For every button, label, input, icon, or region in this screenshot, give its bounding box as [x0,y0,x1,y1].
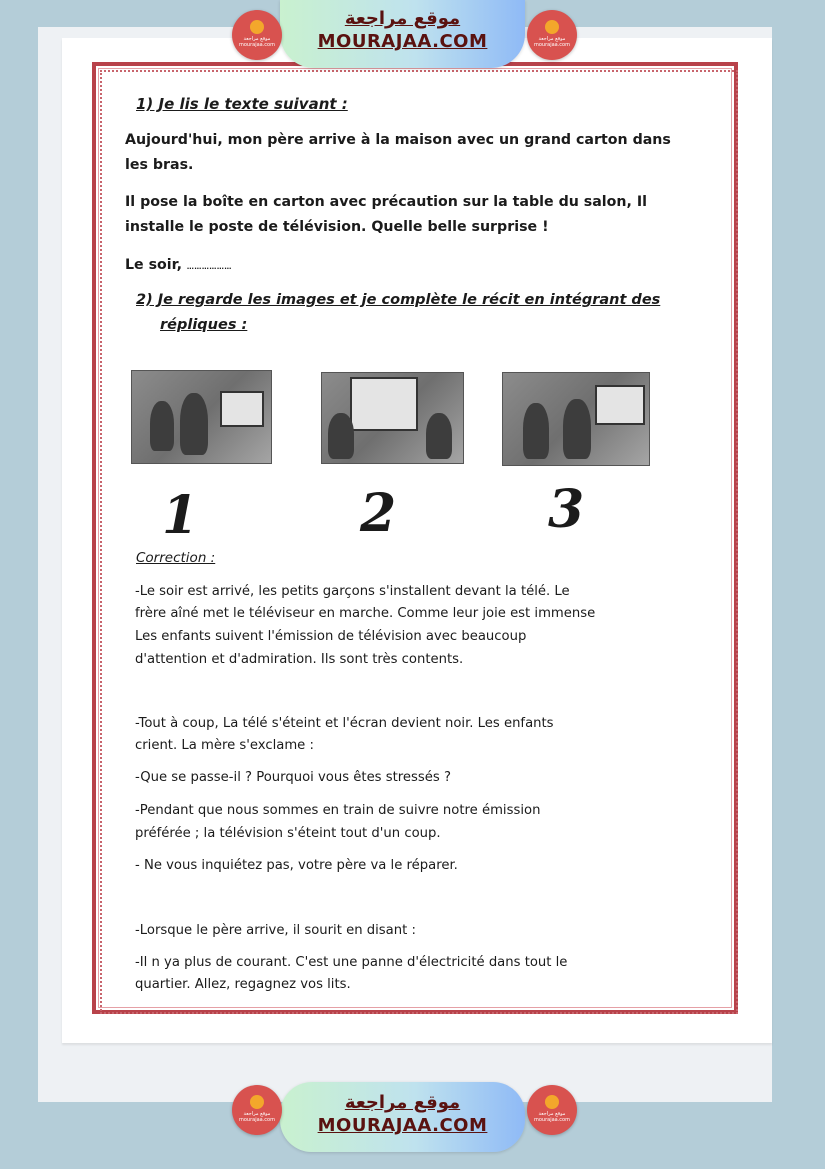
correction-line: frère aîné met le téléviseur en marche. Comme leur joie est immense [135,606,596,621]
correction-line: quartier. Allez, regagnez vos lits. [135,977,351,992]
image-number: 3 [548,479,585,540]
exercise1-text-line: Aujourd'hui, mon père arrive à la maison avec un grand carton dans [125,132,671,148]
correction-line: -Que se passe-il ? Pourquoi vous êtes stressés ? [135,770,451,785]
correction-line: préférée ; la télévision s'éteint tout d'un coup. [135,826,441,841]
header-site-ar: موقع مراجعة [344,8,461,29]
exercise2-heading: répliques : [160,317,248,333]
correction-line: -Le soir est arrivé, les petits garçons s'installent devant la télé. Le [135,584,570,599]
illustration-3 [502,372,650,466]
header-banner[interactable] [280,0,525,68]
correction-line: d'attention et d'admiration. Ils sont très contents. [135,652,464,667]
correction-line: Les enfants suivent l'émission de télévision avec beaucoup [135,629,527,644]
correction-line: -Lorsque le père arrive, il sourit en disant : [135,923,416,938]
logo-icon: موقع مراجعة mourajaa.com [232,10,282,60]
correction-title: Correction : [136,550,216,566]
exercise1-text-line: les bras. [125,157,194,173]
exercise1-text-line: Il pose la boîte en carton avec précaution sur la table du salon, Il [125,194,647,210]
illustration-1 [131,370,272,464]
header-site-en: MOURAJAA.COM [317,31,488,52]
exercise1-text-line: Le soir, ……………… [125,257,232,273]
illustration-2 [321,372,464,464]
logo-icon: موقع مراجعة mourajaa.com [527,10,577,60]
logo-icon: موقع مراجعة mourajaa.com [527,1085,577,1135]
image-number: 1 [162,485,199,546]
exercise1-heading: 1) Je lis le texte suivant : [136,95,348,113]
correction-line: -Il n ya plus de courant. C'est une panne d'électricité dans tout le [135,955,568,970]
footer-site-ar: موقع مراجعة [344,1092,461,1113]
correction-line: -Pendant que nous sommes en train de suivre notre émission [135,803,541,818]
logo-icon: موقع مراجعة mourajaa.com [232,1085,282,1135]
image-number: 2 [360,483,397,544]
blank-line: ……………… [186,263,232,271]
correction-line: - Ne vous inquiétez pas, votre père va le réparer. [135,858,458,873]
correction-line: -Tout à coup, La télé s'éteint et l'écran devient noir. Les enfants [135,716,554,731]
footer-site-en: MOURAJAA.COM [317,1115,488,1136]
exercise2-heading: 2) Je regarde les images et je complète le récit en intégrant des [136,292,661,308]
exercise1-text-line: installe le poste de télévision. Quelle belle surprise ! [125,219,549,235]
footer-banner[interactable] [280,1082,525,1152]
correction-line: crient. La mère s'exclame : [135,738,314,753]
